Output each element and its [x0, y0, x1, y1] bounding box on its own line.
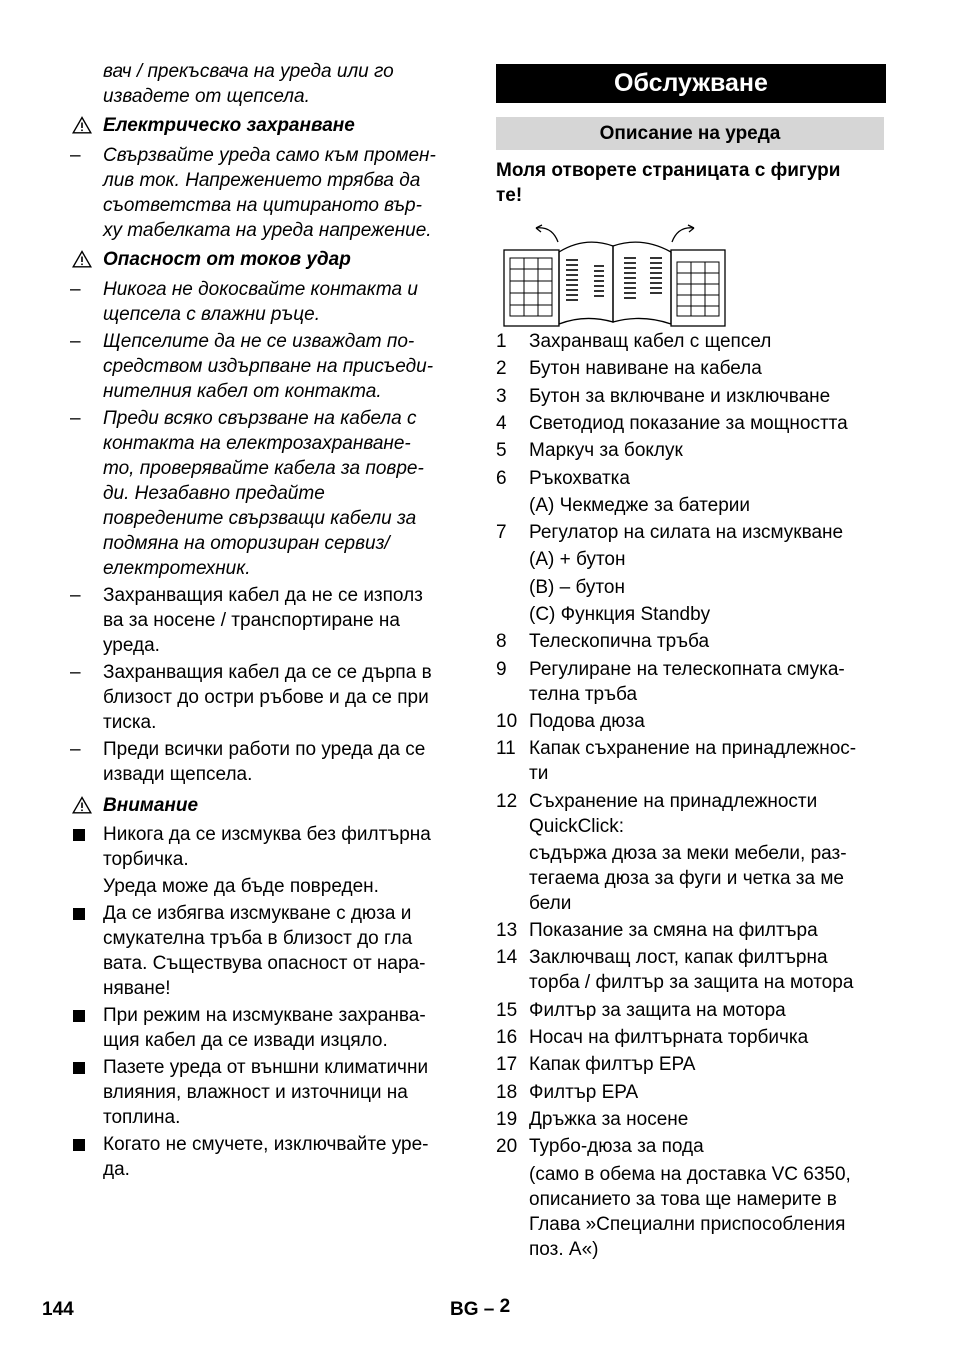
bullet-line: влияния, влажност и източници на: [103, 1082, 408, 1103]
item-text: (A) Чекмедже за батерии: [529, 494, 751, 516]
list-item-line: повредените свързващи кабели за: [103, 508, 417, 529]
item-text: (B) – бутон: [529, 576, 625, 598]
item-text: Капак съхранение на принадлежнос-: [529, 738, 857, 760]
list-item-line: Преди всички работи по уреда да се: [103, 739, 426, 760]
item-text: Захранващ кабел с щепсел: [529, 331, 772, 352]
item-text: Филтър за защита на мотора: [529, 999, 786, 1021]
list-item-line: щепсела с влажни ръце.: [103, 304, 320, 325]
item-text: тегаема дюза за фуги и четка за ме: [529, 867, 844, 889]
item-number: 12: [496, 790, 518, 812]
item-number: 3: [496, 385, 507, 407]
dash-marker: –: [70, 331, 81, 352]
item-text: Турбо-дюза за пода: [529, 1136, 704, 1158]
list-item-line: Захранващия кабел да се се дърпа в: [103, 662, 432, 683]
list-item-line: то, проверявайте кабела за повре-: [103, 458, 424, 479]
item-number: 7: [496, 522, 507, 544]
list-item-line: уреда.: [103, 635, 160, 656]
bullet-line: Пазете уреда от външни климатични: [103, 1057, 429, 1078]
item-number: 2: [496, 358, 507, 380]
item-text: Филтър EPA: [529, 1081, 639, 1103]
item-text: Носач на филтърната торбичка: [529, 1027, 809, 1048]
item-number: 20: [496, 1136, 518, 1158]
item-text: торба / филтър за защита на мотора: [529, 972, 854, 994]
list-item-line: съответства на цитираното вър-: [103, 195, 422, 216]
intro-line: извадете от щепсела.: [103, 86, 310, 107]
item-text: Регулиране на телескопната смука-: [529, 658, 845, 680]
dash-marker: –: [70, 408, 81, 429]
dash-marker: –: [70, 585, 81, 606]
dash-marker: –: [70, 739, 81, 760]
item-text: Подова дюза: [529, 710, 645, 732]
footer-label: BG – 2: [450, 1296, 511, 1320]
item-number: 17: [496, 1054, 518, 1076]
warning-title: Внимание: [103, 795, 199, 816]
list-item-line: ху табелката на уреда напрежение.: [103, 220, 432, 241]
bullet-line: Да се избягва изсмукване с дюза и: [103, 903, 412, 924]
section-title: Обслужване: [496, 64, 886, 103]
list-item-line: нителния кабел от контакта.: [103, 381, 382, 402]
item-text: (A) + бутон: [529, 549, 626, 571]
item-number: 11: [496, 738, 516, 760]
dash-marker: –: [70, 279, 81, 300]
bullet-square-icon: [73, 1062, 85, 1074]
item-text: Маркуч за боклук: [529, 440, 683, 462]
warning-triangle-icon: [72, 116, 92, 134]
item-text: Капак филтър EPA: [529, 1054, 696, 1076]
list-item-line: контакта на електрозахранване-: [103, 433, 411, 454]
warning-triangle-icon: [72, 250, 92, 268]
bullet-line: щия кабел да се извади изцяло.: [103, 1030, 388, 1051]
item-text: QuickClick:: [529, 815, 625, 837]
item-number: 18: [496, 1081, 518, 1103]
page-number: 144: [42, 1299, 74, 1320]
intro-line: вач / прекъсвача на уреда или го: [103, 61, 394, 82]
bullet-square-icon: [73, 1139, 85, 1151]
book-figure-icon: [500, 222, 730, 334]
item-text: Бутон за включване и изключване: [529, 385, 831, 407]
list-item-line: тиска.: [103, 712, 157, 733]
list-item-line: близост до остри ръбове и да се при: [103, 687, 429, 708]
item-text: (само в обема на доставка VC 6350,: [529, 1163, 851, 1185]
item-text: телна тръба: [529, 683, 638, 705]
notice-line: те!: [496, 185, 523, 206]
item-text: Регулатор на силата на изсмукване: [529, 522, 844, 544]
item-text: Заключващ лост, капак филтърна: [529, 947, 828, 969]
item-number: 14: [496, 947, 518, 969]
item-text: Дръжка за носене: [529, 1108, 689, 1130]
list-item-line: Свързвайте уреда само към промен-: [103, 145, 436, 166]
item-text: Ръкохватка: [529, 467, 630, 489]
bullet-line: да.: [103, 1159, 130, 1180]
item-text: описанието за това ще намерите в: [529, 1188, 837, 1210]
list-item-line: средством издърпване на присъеди-: [103, 356, 434, 377]
bullet-line: При режим на изсмукване захранва-: [103, 1005, 426, 1026]
list-item-line: електротехник.: [103, 558, 251, 579]
item-number: 4: [496, 412, 507, 434]
item-text: Бутон навиване на кабела: [529, 358, 762, 380]
list-item-line: Никога не докосвайте контакта и: [103, 279, 418, 300]
item-number: 19: [496, 1108, 518, 1130]
bullet-line: смукателна тръба в близост до гла: [103, 928, 413, 949]
bullet-line: Уреда може да бъде повреден.: [103, 876, 379, 897]
warning-title: Опасност от токов удар: [103, 249, 351, 270]
item-text: Глава »Специални приспособления: [529, 1213, 846, 1235]
warning-title: Електрическо захранване: [103, 115, 355, 136]
section-subtitle: Описание на уреда: [496, 117, 884, 150]
item-text: Показание за смяна на филтъра: [529, 920, 818, 942]
item-text: ти: [529, 763, 549, 785]
bullet-square-icon: [73, 908, 85, 920]
item-text: (C) Функция Standby: [529, 604, 711, 625]
item-text: съдържа дюза за меки мебели, раз-: [529, 842, 847, 864]
list-item-line: Щепселите да не се изваждат по-: [103, 331, 415, 352]
item-number: 15: [496, 999, 518, 1021]
item-number: 9: [496, 658, 507, 680]
bullet-line: топлина.: [103, 1107, 181, 1128]
item-text: Съхранение на принадлежности: [529, 790, 818, 812]
item-number: 1: [496, 331, 507, 352]
item-number: 8: [496, 631, 507, 653]
item-text: Светодиод показание за мощността: [529, 412, 848, 434]
list-item-line: лив ток. Напрежението трябва да: [103, 170, 421, 191]
bullet-line: вата. Съществува опасност от нара-: [103, 953, 426, 974]
item-text: Телескопична тръба: [529, 631, 710, 653]
list-item-line: подмяна на оторизиран сервиз/: [103, 533, 390, 554]
item-number: 6: [496, 467, 507, 489]
item-number: 16: [496, 1027, 518, 1048]
bullet-line: няване!: [103, 978, 171, 999]
bullet-square-icon: [73, 829, 85, 841]
item-number: 13: [496, 920, 518, 942]
notice-line: Моля отворете страницата с фигури: [496, 160, 841, 181]
warning-triangle-icon: [72, 796, 92, 814]
item-text: поз. A«): [529, 1238, 599, 1260]
list-item-line: Преди всяко свързване на кабела с: [103, 408, 417, 429]
item-text: бели: [529, 892, 572, 914]
item-number: 10: [496, 710, 518, 732]
list-item-line: извади щепсела.: [103, 764, 253, 785]
dash-marker: –: [70, 662, 81, 683]
item-number: 5: [496, 440, 507, 462]
bullet-line: Никога да се изсмуква без филтърна: [103, 824, 431, 845]
bullet-line: торбичка.: [103, 849, 189, 870]
list-item-line: Захранващия кабел да не се използ: [103, 585, 423, 606]
dash-marker: –: [70, 145, 81, 166]
list-item-line: ди. Незабавно предайте: [103, 483, 325, 504]
list-item-line: ва за носене / транспортиране на: [103, 610, 400, 631]
bullet-square-icon: [73, 1010, 85, 1022]
bullet-line: Когато не смучете, изключвайте уре-: [103, 1134, 429, 1155]
